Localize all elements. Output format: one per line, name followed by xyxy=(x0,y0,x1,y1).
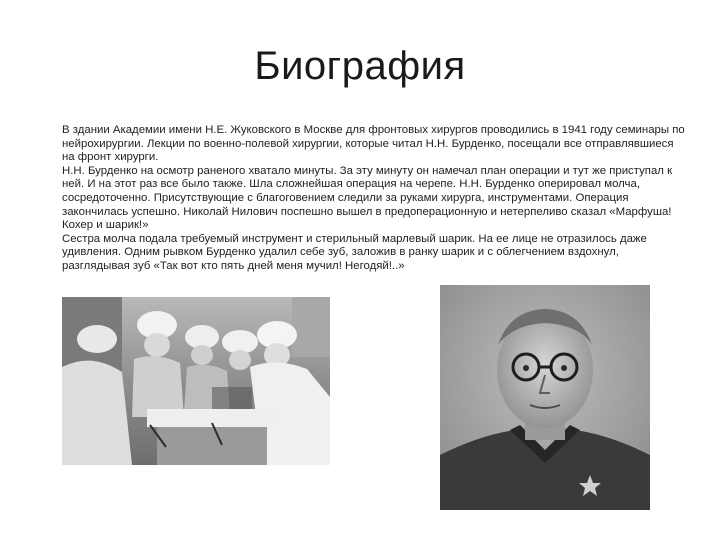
slide-title: Биография xyxy=(254,44,466,88)
paragraph-tooth: Сестра молча подала требуемый инструмент и стерильный марлевый шарик. На ее лице не отразилось даже удивления. Одним рывком Бурденко удалил себе зуб, заложив в ранку шарик и с облегчением вздохнул, разглядывая зуб «Так вот кто пять дней меня мучил! Негодяй!..» xyxy=(62,232,647,272)
portrait-photo-image xyxy=(440,285,650,510)
paragraph-operation: Н.Н. Бурденко на осмотр раненого хватало минуты. За эту минуту он намечал план операции и тут же приступал к ней. И на этот раз все было также. Шла сложнейшая операция на черепе. Н.Н. Бурденко оперировал молча, сосредоточенно. Присутствующие с благоговением следили за руками хирурга, инструментами. Операция закончилась успешно. Николай Нилович поспешно вышел в предоперационную и нетерпеливо сказал «Марфуша! Кохер и шарик!» xyxy=(62,164,673,232)
surgery-photo xyxy=(62,297,330,465)
portrait-photo xyxy=(440,285,650,510)
body-text xyxy=(62,124,688,274)
surgery-photo-image xyxy=(62,297,330,465)
paragraph-seminars: В здании Академии имени Н.Е. Жуковского в Москве для фронтовых хирургов проводились в 1941 году семинары по нейрохирургии. Лекции по военно-полевой хирургии, которые читал Н.Н. Бурденко, посещали все отправлявшиеся на фронт хирурги. xyxy=(62,124,685,164)
